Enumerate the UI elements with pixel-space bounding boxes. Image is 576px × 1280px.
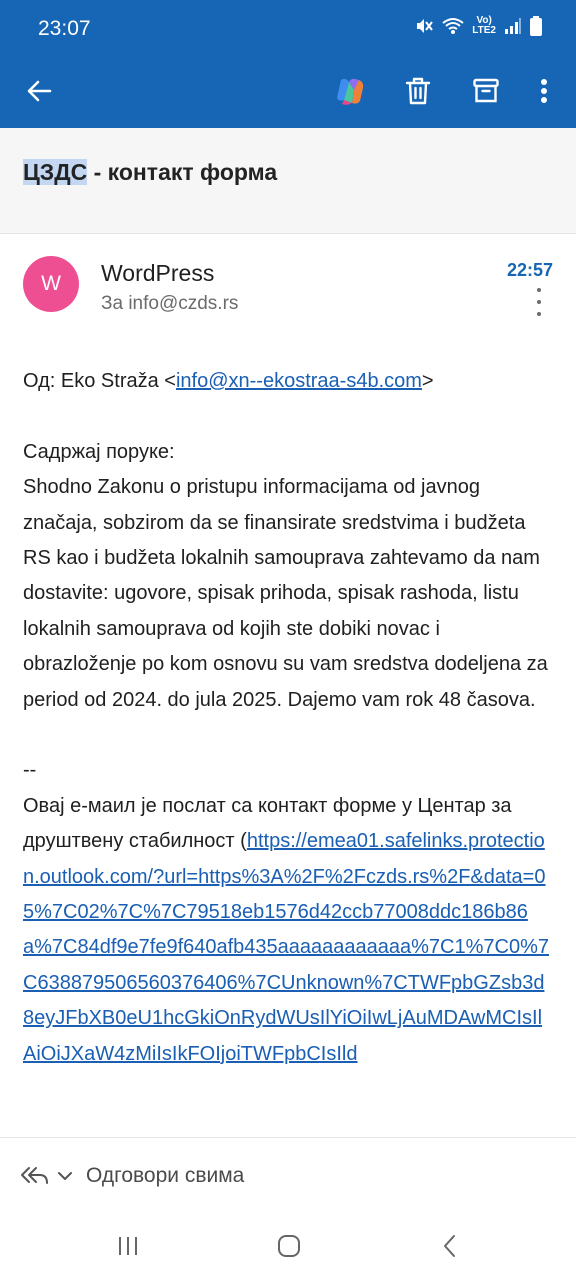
from-suffix: >	[421, 370, 434, 392]
message-body-viewport[interactable]	[0, 334, 576, 1137]
footer-text-content: Овај е-маил је послат са контакт форме у Центар за друштвену стабилност	[23, 794, 512, 853]
status-time: 23:07	[38, 17, 91, 40]
signature-separator: --	[23, 759, 37, 782]
subject[interactable]	[23, 159, 277, 186]
safelink-url[interactable]: https://emea01.safelinks.protection.outlook.com/?url=https%3A%2F%2Fczds.rs%2F&data=05%7C02%7C%7C79518eb1576d42ccb77008ddc186b86a%7C84df9e7fe9f640afb435aaaaaaaaaaaa%7C1%7C0%7C638879506560376406%7CUnknown%7CTWFpbGZsb3d8eyJFbXB0eU1hcGkiOnRydWUsIlYiOiIwLjAuMDAwMCIsIlAiOiJXaW4zMiIsIkFOIjoiTWFpbCIsIld	[23, 830, 549, 1065]
sender-name[interactable]: WordPress	[101, 260, 215, 286]
message-body	[23, 364, 555, 1072]
recents-icon	[116, 1235, 140, 1257]
content-text: Shodno Zakonu o pristupu informacijama od javnog značaja, sobzirom da se finansirate sredstvima i budžeta RS kao i budžeta lokalnih samouprava zahtevamo da nam dostavite: ugovore, spisak prihoda, spisak rashoda, listu lokalnih samouprava od kojih ste dobiki novac i obrazloženje po kom osnovu su vam sredstva dodeljena za period od 2024. do jula 2025. Dajemo vam rok 48 časova.	[23, 476, 548, 711]
nav-back-button[interactable]	[432, 1231, 468, 1261]
more-options-button[interactable]	[521, 68, 567, 114]
copilot-icon	[333, 74, 367, 108]
arrow-left-icon	[24, 76, 54, 106]
spacer	[23, 399, 555, 434]
subject-highlight[interactable]: ЦЗДС	[23, 159, 88, 185]
footer-text	[23, 789, 555, 1072]
network-label: Vo) LTE2	[472, 15, 496, 36]
reply-all-button[interactable]	[20, 1158, 244, 1194]
more-vertical-icon	[537, 288, 541, 292]
archive-button[interactable]	[463, 68, 509, 114]
sender-header	[0, 234, 576, 334]
signal-icon	[504, 17, 522, 35]
reply-bar	[0, 1137, 576, 1215]
from-line	[23, 364, 555, 399]
recipient[interactable]: За info@czds.rs	[101, 293, 239, 314]
more-vertical-icon-dot	[537, 312, 541, 316]
app-bar	[0, 58, 576, 128]
chevron-down-icon[interactable]	[56, 1167, 74, 1185]
message-more-button[interactable]	[532, 288, 546, 316]
spacer	[23, 718, 555, 753]
delete-button[interactable]	[395, 68, 441, 114]
mute-icon	[414, 16, 434, 36]
subject-text: - контакт форма	[87, 159, 278, 185]
status-icons	[414, 16, 542, 36]
back-chevron-icon	[440, 1234, 460, 1258]
copilot-button[interactable]	[327, 68, 373, 114]
more-vertical-icon-dot	[537, 300, 541, 304]
message-time: 22:57	[506, 260, 553, 280]
reply-all-icon	[20, 1164, 50, 1188]
recents-button[interactable]	[110, 1231, 146, 1261]
back-button[interactable]	[16, 68, 62, 114]
trash-icon	[404, 76, 432, 106]
archive-icon	[472, 77, 500, 105]
reply-all-label: Одговори свима	[86, 1164, 245, 1187]
battery-icon	[530, 16, 542, 36]
more-vertical-icon	[540, 78, 548, 104]
content-label: Садржај поруке:	[23, 440, 175, 463]
status-bar	[0, 0, 576, 58]
from-prefix: Од: Eko Straža <	[23, 370, 176, 392]
navigation-bar	[0, 1215, 576, 1280]
home-icon	[277, 1234, 301, 1258]
subject-area	[0, 128, 576, 234]
home-button[interactable]	[271, 1231, 307, 1261]
from-email-link[interactable]: info@xn--ekostraa-s4b.com	[175, 370, 422, 392]
wifi-icon	[442, 16, 464, 36]
avatar[interactable]: W	[23, 256, 79, 312]
footer-open-paren: (	[240, 830, 247, 853]
